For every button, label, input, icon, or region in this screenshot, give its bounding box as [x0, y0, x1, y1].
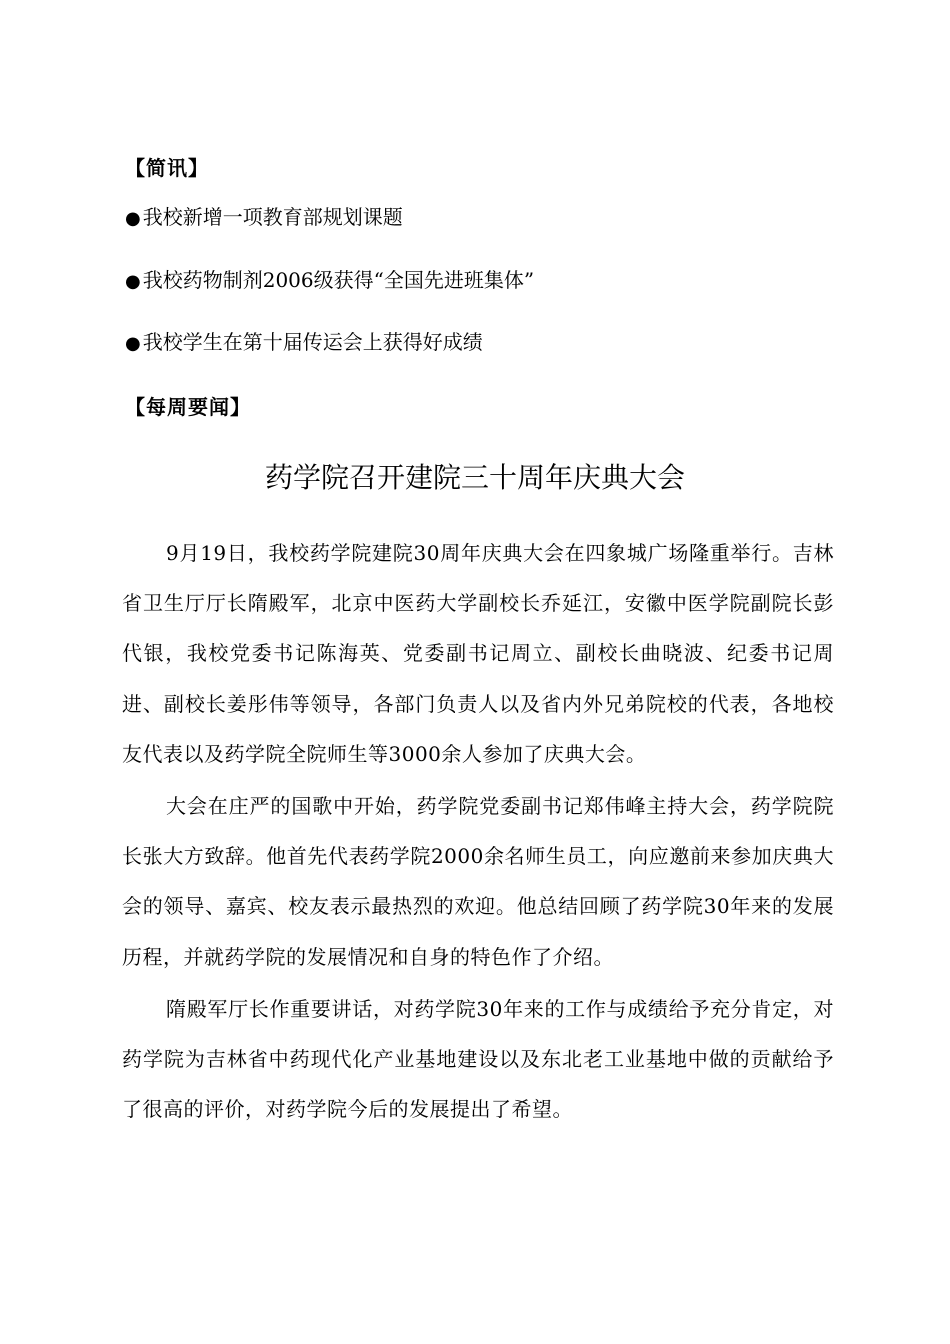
brief-item-text: 我校药物制剂2006级获得“全国先进班集体”: [142, 268, 535, 292]
brief-item: [125, 266, 534, 296]
bullet-icon: ●: [125, 271, 141, 292]
brief-item-text: 我校新增一项教育部规划课题: [142, 205, 403, 229]
brief-item: [125, 203, 403, 233]
brief-item-text: 我校学生在第十届传运会上获得好成绩: [142, 330, 483, 354]
article-paragraph: 9月19日，我校药学院建院30周年庆典大会在四象城广场隆重举行。吉林省卫生厅厅长隋殿军，北京中医药大学副校长乔延江，安徽中医学院副院长彭代银，我校党委书记陈海英、党委副书记周立、副校长曲晓波、纪委书记周进、副校长姜彤伟等领导，各部门负责人以及省内外兄弟院校的代表，各地校友代表以及药学院全院师生等3000余人参加了庆典大会。: [122, 541, 834, 766]
brief-section-label: 【简讯】: [125, 156, 209, 180]
brief-item: [125, 328, 483, 358]
article-paragraph: 隋殿军厅长作重要讲话，对药学院30年来的工作与成绩给予充分肯定，对药学院为吉林省中药现代化产业基地建设以及东北老工业基地中做的贡献给予了很高的评价，对药学院今后的发展提出了希望。: [122, 996, 834, 1122]
bullet-icon: ●: [125, 208, 141, 229]
article-paragraph: 大会在庄严的国歌中开始，药学院党委副书记郑伟峰主持大会，药学院院长张大方致辞。他首先代表药学院2000余名师生员工，向应邀前来参加庆典大会的领导、嘉宾、校友表示最热烈的欢迎。他总结回顾了药学院30年来的发展历程，并就药学院的发展情况和自身的特色作了介绍。: [122, 794, 834, 969]
article-body: [122, 528, 834, 1136]
article-title: 药学院召开建院三十周年庆典大会: [264, 461, 685, 494]
weekly-section-label: 【每周要闻】: [125, 395, 251, 419]
bullet-icon: ●: [125, 333, 141, 354]
